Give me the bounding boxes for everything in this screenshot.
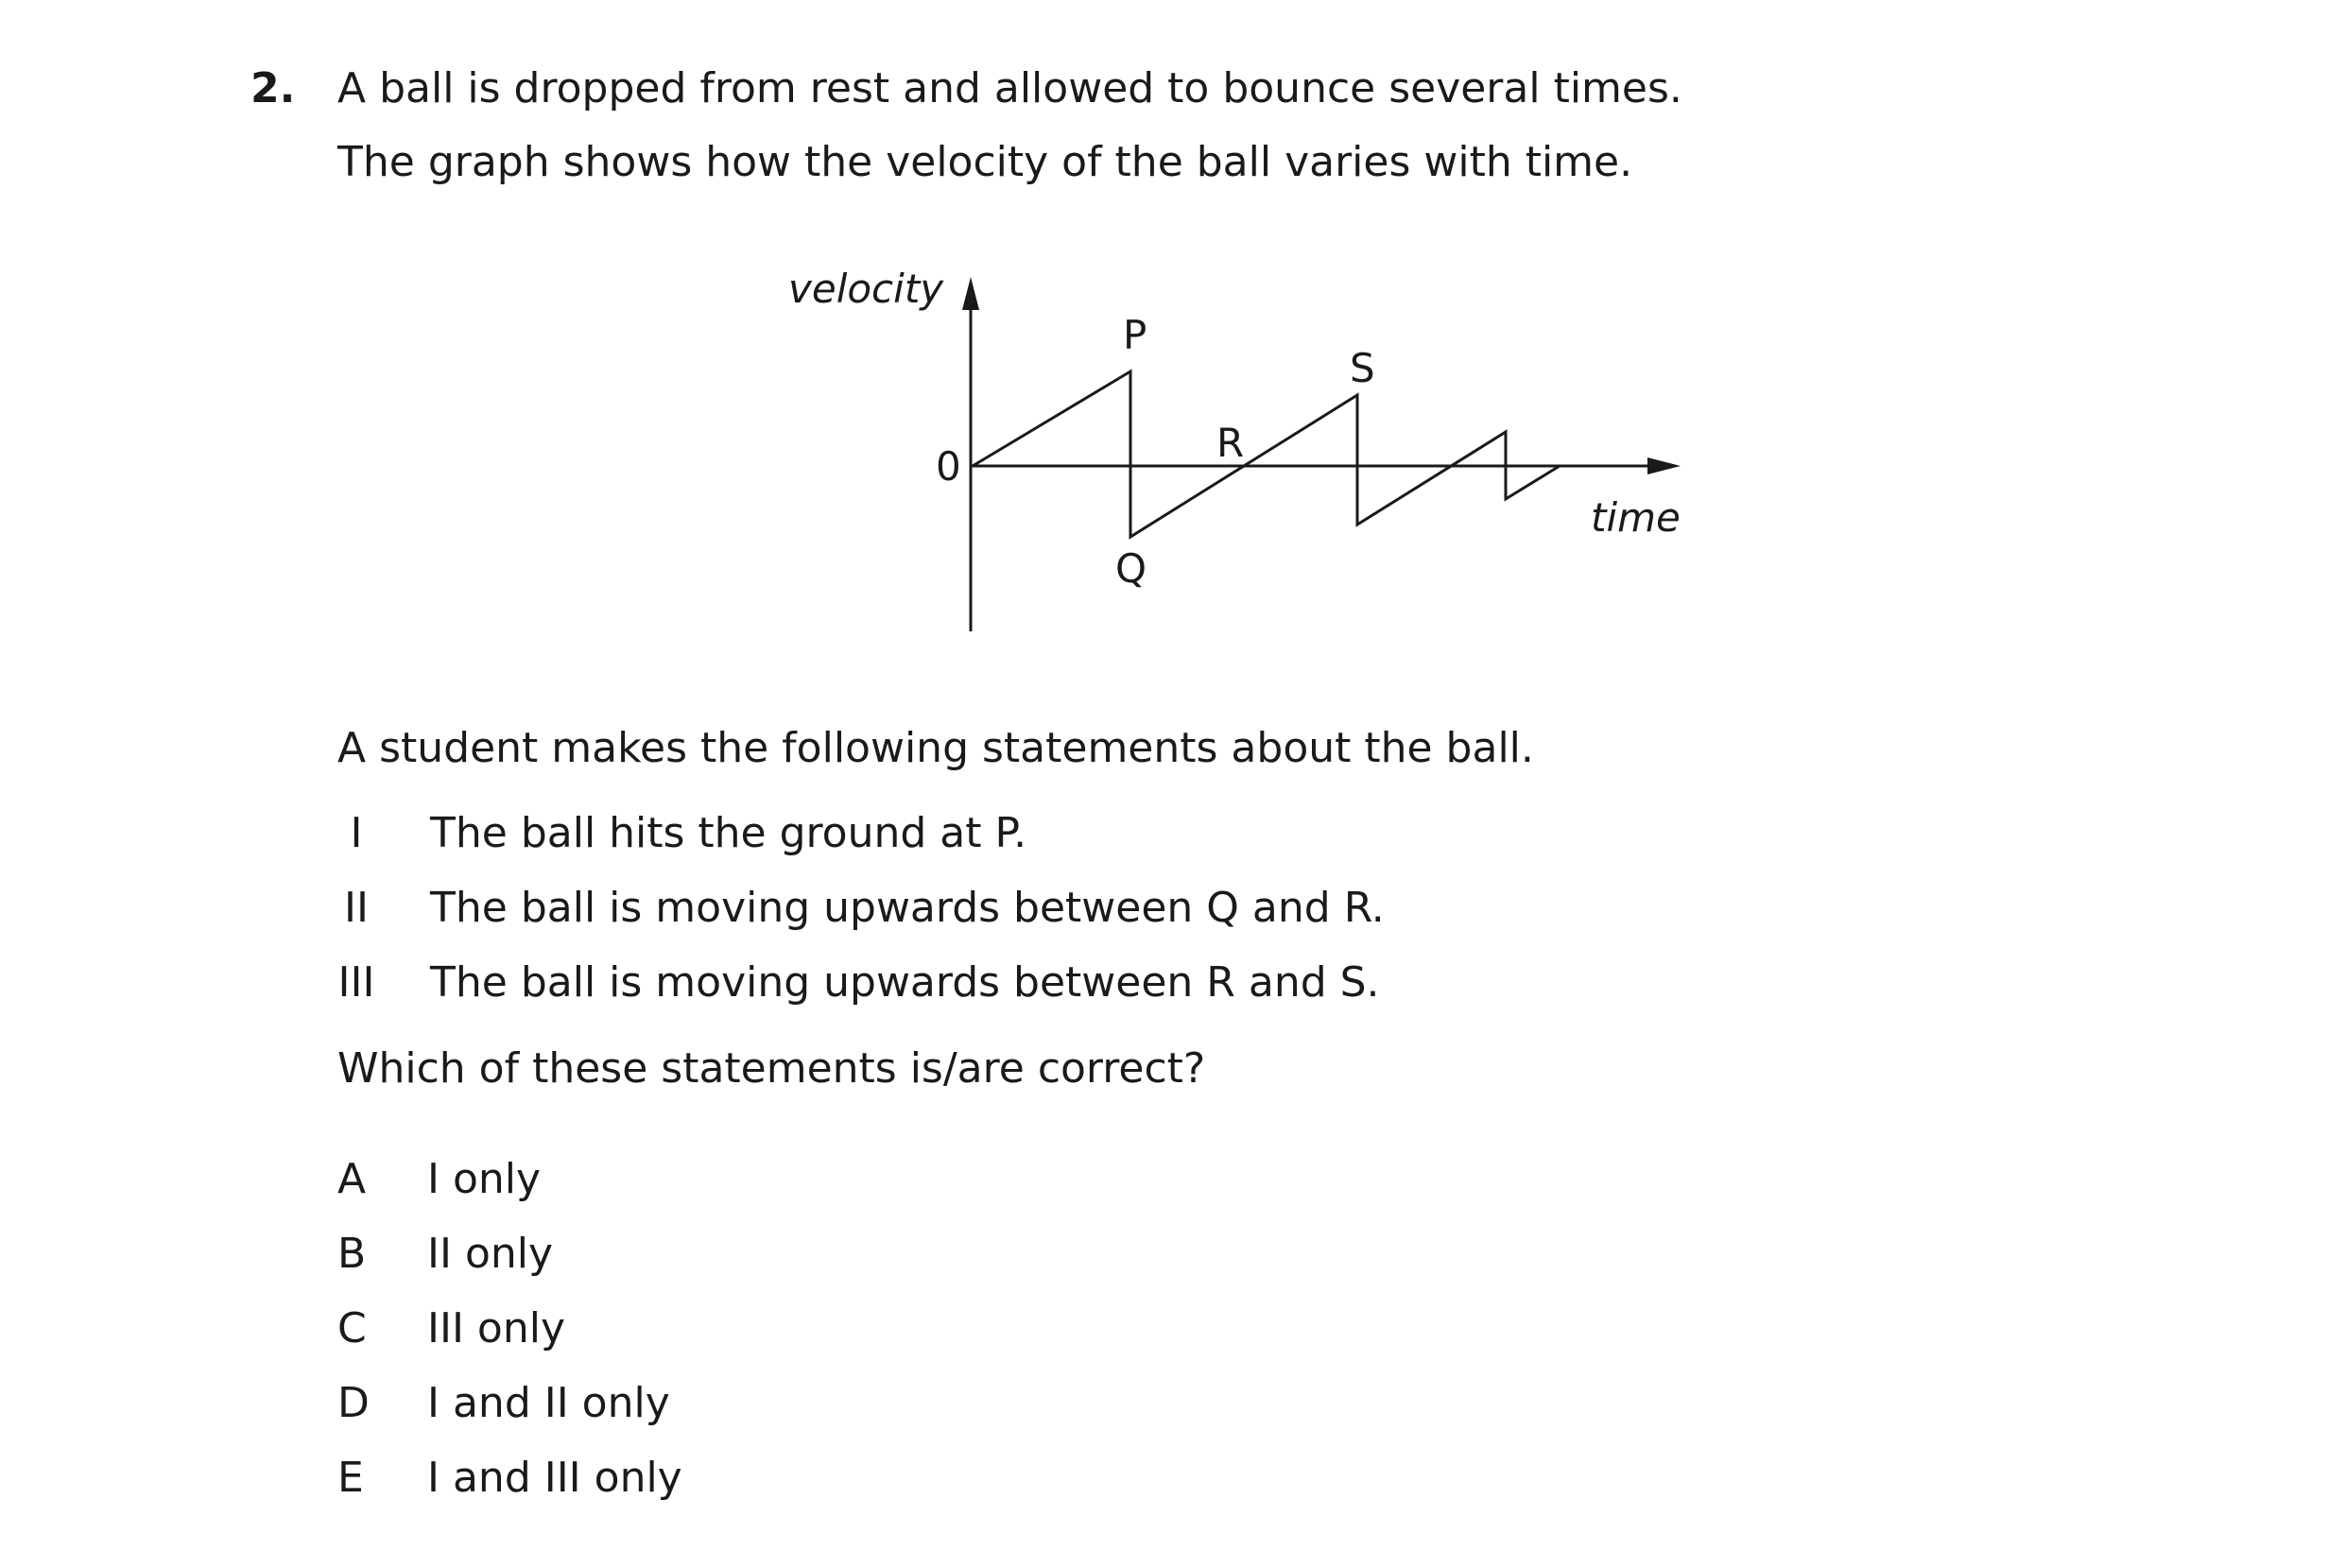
point-label-p: P — [1123, 312, 1147, 358]
question-prompt: Which of these statements is/are correct? — [337, 1044, 1206, 1093]
point-label-s: S — [1350, 345, 1375, 391]
origin-label: 0 — [936, 443, 961, 490]
statement-text: The ball hits the ground at P. — [430, 809, 1027, 857]
question-number: 2. — [250, 64, 296, 112]
statement-numeral: I — [350, 809, 363, 857]
point-label-q: Q — [1115, 545, 1147, 592]
option-text: I and II only — [427, 1379, 670, 1427]
y-axis-arrowhead — [962, 277, 979, 310]
velocity-trace — [973, 371, 1560, 537]
x-axis-label: time — [1591, 494, 1681, 541]
option-text: I only — [427, 1155, 542, 1203]
point-label-r: R — [1216, 420, 1245, 466]
statement-numeral: III — [337, 958, 375, 1007]
statement-text: The ball is moving upwards between R and S. — [430, 958, 1380, 1007]
option-letter: E — [337, 1454, 364, 1502]
option-text: I and III only — [427, 1454, 682, 1502]
option-letter: C — [337, 1304, 367, 1353]
question-intro-line-2: The graph shows how the velocity of the ball varies with time. — [337, 138, 1633, 186]
option-text: III only — [427, 1304, 565, 1353]
question-intro-line-1: A ball is dropped from rest and allowed to bounce several times. — [337, 64, 1682, 112]
option-letter: D — [337, 1379, 370, 1427]
option-text: II only — [427, 1230, 554, 1278]
statements-lead-in: A student makes the following statements about the ball. — [337, 724, 1534, 772]
y-axis-label: velocity — [788, 266, 944, 312]
option-letter: B — [337, 1230, 367, 1278]
statement-text: The ball is moving upwards between Q and R. — [430, 884, 1385, 932]
option-letter: A — [337, 1155, 367, 1203]
statement-numeral: II — [344, 884, 369, 932]
x-axis-arrowhead — [1647, 457, 1681, 474]
